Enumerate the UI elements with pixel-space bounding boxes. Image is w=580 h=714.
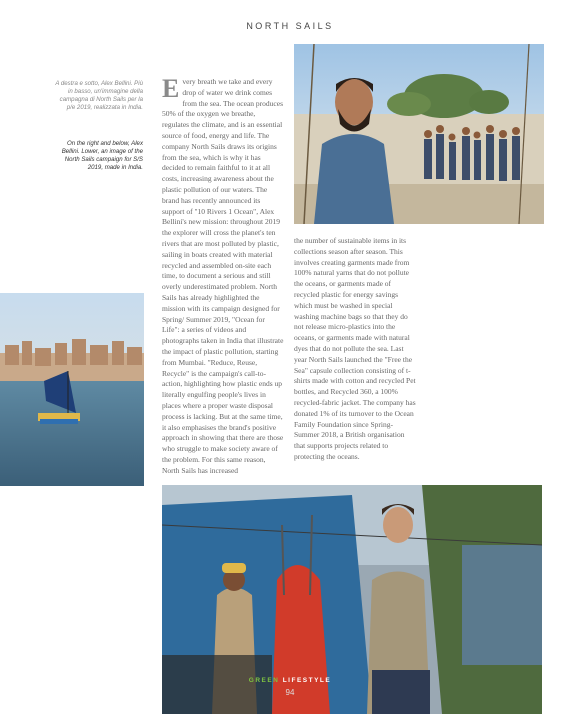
article-column-2: the number of sustainable items in its collections season after season. This involves creating garments made from 100% natural yarns that do not pollute the oceans, or garments made of recycled plastic for energy savings which must be washed in special washing machine bags so that they do not release micro-plastics into the oceans, or garments made with natural dyes that do not pollute the sea. Last year North Sails launched the "Free the Sea" capsule collection consisting of t-shirts made with cotton and recycled Pet bottles, and Recycled 360, a 100% recycled-fabric jacket. The company has donated 1% of its turnover to the Ocean Family Foundation since Spring-Summer 2018, a British organisation that supports projects related to protecting the oceans. bbox=[294, 236, 416, 461]
caption-italian: A destra e sotto, Alex Bellini. Più in basso, un'immagine della campagna di North Sails per la p/e 2019, realizzata in India. bbox=[55, 80, 143, 111]
photo-explorer-with-children bbox=[294, 44, 544, 224]
caption-english: On the right and below, Alex Bellini. Lower, an image of the North Sails campaign for S/S 2019, made in India. bbox=[61, 140, 143, 171]
photo-river-boat bbox=[0, 293, 144, 486]
page-number: 94 bbox=[285, 688, 295, 697]
article-column-1-text: very breath we take and every drop of water we drink comes from the sea. The ocean produces 50% of the oxygen we breathe, regulates the climate, and is an essential source of food, energy and life. The company North Sails draws its origins from the sea, which is why it has decided to remain faithful to it at all costs, increasing awareness about the plastic pollution of our waters. The brand has recently announced its support of "10 Rivers 1 Ocean", Alex Bellini's new mission: throughout 2019 the explorer will cross the planet's ten rivers that are most polluted by plastic, sailing in boats created with material recycled and assembled on-site each time, to document a serious and still overly underestimated problem. North Sails has already highlighted the mission with its campaign designed for Spring/ Summer 2019, "Ocean for Life": a series of videos and photographs taken in India that illustrate the impact of plastic pollution, starting from Mumbai. "Reduce, Reuse, Recycle" is the campaign's call-to-action, highlighting how plastic ends up literally engulfing people's lives in places where a proper waste disposal process is lacking. But at the same time, it also emphasises the brand's positive approach in showing that there are those who struggle to make society aware of the problem. For this same reason, North Sails has increased bbox=[162, 77, 284, 475]
article-column-1 bbox=[162, 74, 284, 476]
drop-cap: E bbox=[162, 74, 180, 103]
magazine-header: NORTH SAILS bbox=[246, 21, 334, 31]
section-tag: GREEN LIFESTYLE bbox=[248, 677, 332, 684]
